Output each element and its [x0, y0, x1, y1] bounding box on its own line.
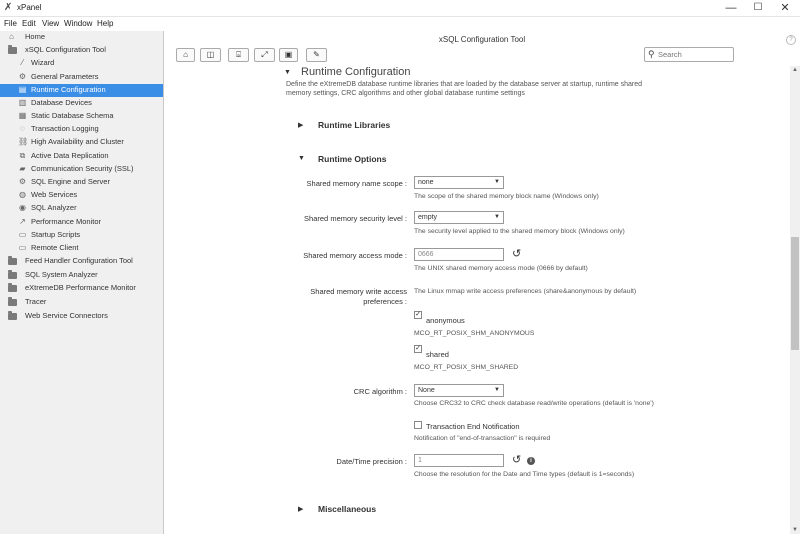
globe-icon: ◍	[19, 190, 26, 199]
menu-edit[interactable]: Edit	[22, 19, 36, 28]
sidebar-item-startup-scripts[interactable]: ▭ Startup Scripts	[18, 230, 81, 239]
maximize-button[interactable]: ☐	[753, 2, 763, 13]
anonymous-code: MCO_RT_POSIX_SHM_ANONYMOUS	[414, 330, 535, 337]
folder-icon	[8, 47, 17, 54]
menu-view[interactable]: View	[42, 19, 60, 28]
section-description: Define the eXtremeDB database runtime libraries that are loaded by the database server at startup, runtime shared memory settings, CRC algorithms and other global database runtime settings	[286, 81, 643, 97]
close-button[interactable]: ✕	[780, 2, 790, 14]
search-box[interactable]	[644, 47, 734, 62]
main-panel	[164, 31, 800, 534]
sidebar-item-general-parameters[interactable]: ⚙ General Parameters	[18, 72, 99, 81]
panel-toggle-button[interactable]: ◫	[200, 48, 221, 62]
folder-icon	[8, 299, 17, 306]
shm-name-scope-label: Shared memory name scope :	[306, 179, 407, 188]
sidebar-item-sql-system-analyzer[interactable]: SQL System Analyzer	[0, 269, 163, 282]
lock-icon: ▰	[19, 164, 26, 173]
runtime-options-header[interactable]: Runtime Options	[318, 154, 387, 164]
crc-value: None	[418, 387, 435, 394]
logging-icon: ◌	[20, 124, 25, 133]
folder-icon	[8, 313, 17, 320]
menu-help[interactable]: Help	[97, 19, 114, 28]
info-icon[interactable]: i	[527, 457, 535, 465]
sidebar-item-tracer[interactable]: Tracer	[0, 296, 163, 309]
runtime-icon: ▤	[18, 85, 27, 94]
sidebar-item-wizard[interactable]: ⁄ Wizard	[0, 57, 163, 70]
panel-title: xSQL Configuration Tool	[438, 35, 526, 44]
shm-name-scope-value: none	[418, 179, 434, 186]
shm-write-access-label-line1: Shared memory write access	[310, 287, 407, 296]
sidebar-item-database-devices[interactable]: ▥ Database Devices	[18, 98, 92, 107]
shm-name-scope-select[interactable]	[414, 176, 504, 189]
transaction-end-hint: Notification of "end-of-transaction" is required	[414, 435, 551, 442]
shm-write-access-hint: The Linux mmap write access preferences (share&anonymous by default)	[414, 288, 637, 295]
sidebar-item-web-services[interactable]: ◍ Web Services	[19, 190, 78, 199]
replication-icon: ⧉	[19, 151, 26, 160]
shm-access-mode-label: Shared memory access mode :	[303, 251, 407, 260]
shared-checkbox[interactable]: ✓	[415, 345, 421, 352]
expand-miscellaneous-arrow[interactable]: ▶	[298, 506, 304, 513]
expand-runtime-libraries-arrow[interactable]: ▶	[298, 122, 304, 129]
minimize-button[interactable]: —	[725, 2, 737, 14]
scroll-thumb[interactable]	[791, 237, 799, 350]
section-title: Runtime Configuration	[301, 66, 411, 78]
script-icon: ▭	[18, 230, 27, 239]
shm-security-value: empty	[418, 214, 438, 221]
transaction-end-checkbox[interactable]	[414, 421, 422, 429]
gear-icon: ⚙	[18, 72, 27, 81]
shm-name-scope-hint: The scope of the shared memory block name (Windows only)	[414, 193, 599, 200]
crc-hint: Choose CRC32 to CRC check database read/write operations (default is 'none')	[414, 400, 654, 407]
crc-label: CRC algorithm :	[353, 387, 407, 396]
datetime-precision-input[interactable]: 1	[414, 454, 504, 467]
sidebar-item-xsql-configuration-tool[interactable]: xSQL Configuration Tool	[0, 44, 163, 57]
schema-icon: ▦	[18, 111, 27, 120]
shm-security-select[interactable]	[414, 211, 504, 224]
shm-access-mode-hint: The UNIX shared memory access mode (0666 by default)	[414, 265, 588, 272]
expand-button[interactable]: ⤢	[254, 48, 275, 62]
search-icon: ⚲	[648, 49, 655, 59]
shm-write-access-label-line2: preferences :	[363, 297, 407, 306]
sidebar-item-sql-engine-and-server[interactable]: ⚙ SQL Engine and Server	[18, 177, 110, 186]
shm-security-label: Shared memory security level :	[304, 214, 407, 223]
sidebar-item-feed-handler[interactable]: Feed Handler Configuration Tool	[0, 255, 163, 268]
vertical-scrollbar[interactable]	[790, 66, 800, 534]
sidebar-item-remote-client[interactable]: ▭ Remote Client	[18, 243, 79, 252]
save-button[interactable]: ▣	[279, 48, 298, 62]
shm-security-hint: The security level applied to the shared memory block (Windows only)	[414, 228, 625, 235]
runtime-libraries-header[interactable]: Runtime Libraries	[318, 120, 391, 130]
chevron-down-icon: ▼	[494, 214, 500, 220]
scroll-down-icon[interactable]: ▼	[792, 527, 798, 533]
sidebar-item-static-database-schema[interactable]: ▦ Static Database Schema	[18, 111, 114, 120]
datetime-precision-label: Date/Time precision :	[336, 457, 407, 466]
monitor-icon: ▭	[18, 243, 27, 252]
chevron-down-icon: ▼	[494, 179, 500, 185]
sidebar-item-transaction-logging[interactable]: ◌ Transaction Logging	[0, 123, 163, 136]
open-button[interactable]: ⌺	[228, 48, 249, 62]
anonymous-label: anonymous	[426, 316, 465, 325]
transaction-end-label: Transaction End Notification	[426, 422, 520, 431]
folder-icon	[8, 272, 17, 279]
shared-label: shared	[426, 350, 449, 359]
eye-icon: ◉	[19, 203, 26, 212]
content-area	[164, 66, 790, 534]
menu-file[interactable]: File	[4, 19, 17, 28]
app-logo-icon: ✗	[4, 2, 13, 13]
home-button[interactable]: ⌂	[176, 48, 195, 62]
folder-icon	[8, 285, 17, 292]
sidebar-item-home[interactable]: ⌂ Home	[0, 31, 163, 44]
search-input[interactable]	[658, 49, 732, 60]
wand-icon: ⁄	[21, 58, 24, 67]
collapse-section-arrow[interactable]: ▼	[284, 69, 291, 76]
edit-button[interactable]: ✎	[306, 48, 327, 62]
sidebar-item-communication-security[interactable]: ▰ Communication Security (SSL)	[19, 164, 134, 173]
navigation-sidebar	[0, 31, 164, 534]
chevron-down-icon: ▼	[494, 387, 500, 393]
window-title: xPanel	[17, 3, 42, 12]
menu-window[interactable]: Window	[64, 19, 93, 28]
menu-bar	[0, 17, 800, 31]
scroll-up-icon[interactable]: ▲	[792, 67, 798, 73]
miscellaneous-header[interactable]: Miscellaneous	[318, 504, 377, 514]
sidebar-item-sql-analyzer[interactable]: ◉ SQL Analyzer	[19, 203, 77, 212]
sidebar-item-runtime-configuration[interactable]: ▤ Runtime Configuration	[0, 84, 163, 97]
title-bar	[0, 0, 800, 17]
device-icon: ▥	[18, 98, 27, 107]
datetime-precision-hint: Choose the resolution for the Date and Time types (default is 1=seconds)	[414, 471, 635, 478]
help-button[interactable]: ?	[786, 35, 796, 45]
shared-code: MCO_RT_POSIX_SHM_SHARED	[414, 364, 519, 371]
crc-select[interactable]	[414, 384, 504, 397]
sidebar-item-performance-monitor[interactable]: ↗ Performance Monitor	[19, 217, 102, 226]
reset-icon[interactable]: ↺	[512, 248, 522, 260]
home-icon: ⌂	[9, 32, 14, 41]
chart-icon: ↗	[19, 217, 26, 226]
engine-icon: ⚙	[18, 177, 27, 186]
sidebar-item-active-data-replication[interactable]: ⧉ Active Data Replication	[19, 151, 109, 160]
cluster-icon: ⛓	[18, 137, 29, 146]
reset-icon[interactable]: ↺	[512, 454, 522, 466]
folder-icon	[8, 258, 17, 265]
sidebar-item-web-service-connectors[interactable]: Web Service Connectors	[0, 310, 163, 323]
shm-access-mode-input[interactable]: 0666	[414, 248, 504, 261]
collapse-runtime-options-arrow[interactable]: ▼	[298, 155, 305, 162]
anonymous-checkbox[interactable]: ✓	[415, 311, 421, 318]
sidebar-item-high-availability[interactable]: ⛓ High Availability and Cluster	[18, 137, 124, 146]
sidebar-item-extremedb-performance-monitor[interactable]: eXtremeDB Performance Monitor	[0, 282, 163, 295]
